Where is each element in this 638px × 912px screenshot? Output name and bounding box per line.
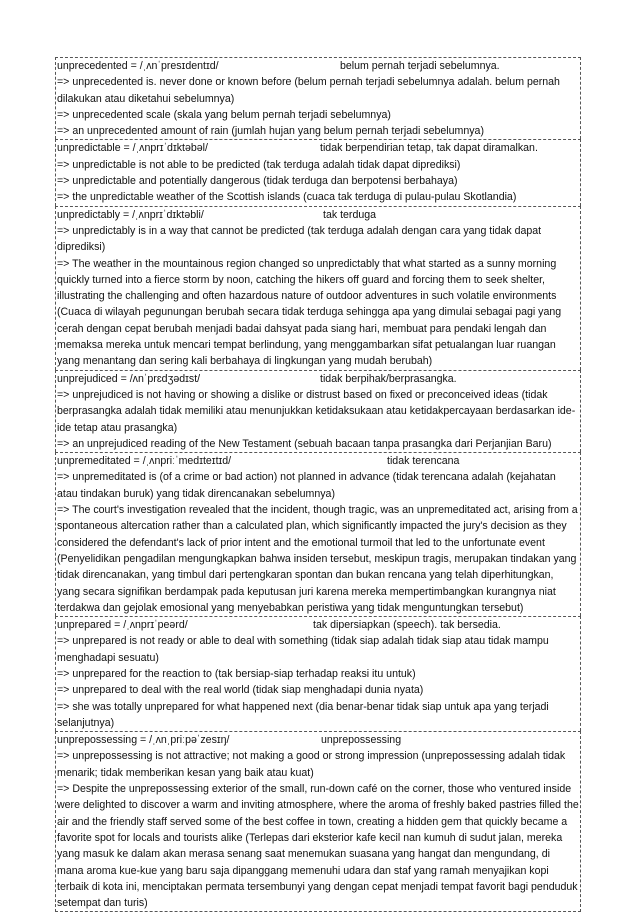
dictionary-entry	[55, 616, 581, 731]
entry-header	[57, 371, 579, 387]
example-line: => unprecedented is. never done or known before (belum pernah terjadi sebelumnya adalah. belum pernah dilakukan atau diketahui sebelumnya)	[57, 76, 560, 105]
dictionary-entry	[55, 452, 581, 616]
entry-header	[57, 140, 579, 156]
headword: unprejudiced = /ʌnˈprɛdʒədɪst/	[57, 372, 201, 385]
headword: unprecedented = /ˌʌnˈpresɪdentɪd/	[57, 60, 219, 72]
dictionary-entry	[55, 731, 581, 912]
example-line: => unprejudiced is not having or showing a dislike or distrust based on fixed or preconceived ideas (tidak berprasangka adalah tidak memiliki atau menunjukkan ketidaksukaan atau ketidakpercayaan berdasarkan ide-ide tetap atau prasangka)	[57, 388, 576, 434]
example-line: => The court's investigation revealed that the incident, though tragic, was an unpremeditated act, arising from a spontaneous altercation rather than a calculated plan, which significantly impacted the jury's decision as they considered the defendant's lack of prior intent and the emotional turmoil that led to the unfortunate event (Penyelidikan pengadilan mengungkapkan bahwa insiden tersebut, meskipun tragis, merupakan tindakan yang tidak direncanakan, yang timbul dari pertengkaran spontan dan bukan rencana yang telah diperhitungkan, yang secara signifikan berdampak pada keputusan juri karena mereka mempertimbangkan kurangnya niat terdakwa dan gejolak emosional yang menyebabkan peristiwa yang tidak menguntungkan tersebut)	[57, 504, 578, 614]
example-line: => unpredictable is not able to be predicted (tak terduga adalah tidak dapat diprediksi)	[57, 158, 461, 171]
example-line: => unprecedented scale (skala yang belum pernah terjadi sebelumnya)	[57, 108, 391, 121]
headword: unpredictable = /ˌʌnprɪˈdɪktəbəl/	[57, 142, 208, 155]
headword: unprepossessing = /ˌʌnˌpriːpəˈzesɪŋ/	[57, 734, 230, 747]
example-line: => she was totally unprepared for what happened next (dia benar-benar tidak siap untuk apa yang terjadi selanjutnya)	[57, 700, 549, 729]
entry-header	[57, 58, 579, 74]
example-line: => the unpredictable weather of the Scottish islands (cuaca tak terduga di pulau-pulau Skotlandia)	[57, 191, 517, 204]
meaning: tak dipersiapkan (speech). tak bersedia.	[313, 619, 501, 632]
dictionary-entry	[55, 370, 581, 452]
dictionary-entry	[55, 206, 581, 370]
example-line: => unprepared for the reaction to (tak bersiap-siap terhadap reaksi itu untuk)	[57, 667, 416, 680]
entry-header	[57, 453, 579, 469]
headword: unprepared = /ˌʌnprɪˈpeərd/	[57, 619, 188, 632]
entry-header	[57, 732, 579, 748]
headword: unpremeditated = /ˌʌnpriːˈmedɪteɪtɪd/	[57, 455, 232, 468]
example-line: => unprepared is not ready or able to deal with something (tidak siap adalah tidak siap atau tidak mampu menghadapi sesuatu)	[57, 635, 549, 664]
dictionary-entry	[55, 139, 581, 205]
example-line: => an unprecedented amount of rain (jumlah hujan yang belum pernah terjadi sebelumnya)	[57, 125, 484, 138]
example-line: => an unprejudiced reading of the New Testament (sebuah bacaan tanpa prasangka dari Perjanjian Baru)	[57, 437, 552, 450]
dictionary-sheet	[55, 57, 581, 912]
meaning: belum pernah terjadi sebelumnya.	[340, 60, 500, 72]
example-line: => unpredictably is in a way that cannot be predicted (tak terduga adalah dengan cara yang tidak dapat diprediksi)	[57, 224, 542, 254]
meaning: tak terduga	[323, 208, 377, 221]
headword: unpredictably = /ˌʌnprɪˈdɪktəbli/	[57, 208, 204, 221]
meaning: tidak berpihak/berprasangka.	[320, 372, 457, 385]
meaning: unprepossessing	[321, 734, 402, 747]
example-line: => unpredictable and potentially dangerous (tidak terduga dan berpotensi berbahaya)	[57, 175, 458, 188]
example-line: => The weather in the mountainous region changed so unpredictably that what started as a sunny morning quickly turned into a fierce storm by noon, catching the hikers off guard and forcing them to seek shelter, illustrating the challenging and often hazardous nature of outdoor adventures in such volatile environments (Cuaca di wilayah pegunungan berubah secara tidak terduga sehingga apa yang dimulai sebagai pagi yang cerah dengan cepat berubah menjadi badai dahsyat pada siang hari, membuat para pendaki lengah dan memaksa mereka untuk mencari tempat berlindung, yang menggambarkan sifat petualangan luar ruangan yang menantang dan sering kali berbahaya di lingkungan yang mudah berubah)	[57, 257, 562, 368]
example-line: => unprepossessing is not attractive; not making a good or strong impression (unprepossessing adalah tidak menarik; tidak memberikan kesan yang baik atau kuat)	[57, 750, 566, 779]
meaning: tidak terencana	[387, 455, 460, 468]
example-line: => Despite the unprepossessing exterior of the small, run-down café on the corner, those who ventured inside were delighted to discover a warm and inviting atmosphere, where the aroma of freshly baked pastries filled the air and the friendly staff served some of the best coffee in town, creating a hidden gem that quickly became a favorite spot for locals and tourists alike (Terlepas dari eksterior kafe kecil nan kumuh di sudut jalan, mereka yang masuk ke dalam akan merasa senang saat menemukan suasana yang hangat dan mengundang, di mana aroma kue-kue yang baru saja dipanggang memenuhi udara dan staf yang ramah menyajikan kopi terbaik di kota ini, menciptakan permata tersembunyi yang dengan cepat menjadi tempat favorit bagi penduduk setempat dan turis)	[57, 783, 579, 910]
meaning: tidak berpendirian tetap, tak dapat diramalkan.	[320, 142, 538, 155]
entry-header	[57, 207, 579, 223]
example-line: => unpremeditated is (of a crime or bad action) not planned in advance (tidak terencana adalah (kejahatan atau tindakan buruk) yang tidak direncanakan sebelumnya)	[57, 471, 556, 500]
example-line: => unprepared to deal with the real world (tidak siap menghadapi dunia nyata)	[57, 684, 424, 697]
entry-header	[57, 617, 579, 633]
dictionary-entry	[55, 57, 581, 139]
